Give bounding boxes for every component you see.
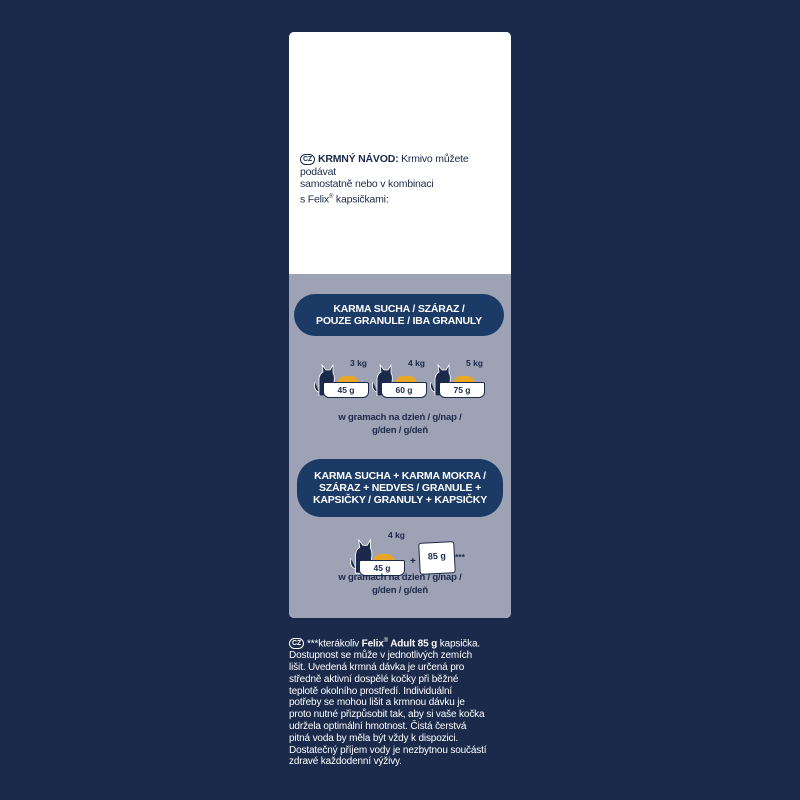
plus-sign: + (410, 556, 416, 567)
portion-item (429, 356, 487, 398)
portion-item (313, 356, 371, 398)
feeding-guide-panel (289, 32, 511, 618)
pouch-portion: 85 g (427, 550, 447, 562)
dry-portions-row (313, 356, 493, 398)
mixed-title-line3: KAPSIČKY / GRANULY + KAPSIČKY (312, 494, 487, 506)
dry-title-line1: KARMA SUCHA / SZÁRAZ / (333, 303, 465, 315)
footnote-line: proto nutné přizpůsobit tak, aby si vaše kočka (289, 709, 485, 721)
footnote-line: Dostatečný příjem vody je nezbytnou součástí (289, 744, 487, 756)
bowl-portion: 60 g (381, 382, 427, 398)
intro-line3-pre: s Felix (300, 193, 329, 205)
intro-area (289, 32, 511, 274)
footnote-text2: kapsička. (437, 638, 481, 650)
bowl-portion: 45 g (359, 560, 405, 576)
pouch-icon (418, 541, 456, 575)
cat-weight: 3 kg (349, 358, 367, 368)
bowl-portion: 45 g (323, 382, 369, 398)
portion-item (349, 530, 409, 576)
bowl-portion: 75 g (439, 382, 485, 398)
country-badge: CZ (300, 154, 315, 165)
mixed-portion (349, 530, 479, 576)
cat-weight: 4 kg (407, 358, 425, 368)
footnote-product: Adult 85 g (387, 638, 438, 650)
cat-weight: 4 kg (387, 530, 405, 540)
feeding-table-area (289, 274, 511, 618)
cat-weight: 5 kg (465, 358, 483, 368)
footnote-text1: kterákoliv (318, 638, 362, 650)
registered-mark: ® (328, 193, 334, 200)
registered-mark: ® (383, 638, 388, 644)
footnote-line: potřeby se mohou lišit a krmnou dávku je (289, 697, 465, 709)
footnote-stars: *** (307, 638, 319, 650)
footnote-line: středně aktivní dospělé kočky při běžné (289, 673, 459, 685)
footnote-line: teplotě okolního prostředí. Individuální (289, 685, 452, 697)
intro-lead: KRMNÝ NÁVOD: (317, 153, 399, 165)
footnote-brand: Felix (361, 638, 384, 650)
unit-line1: w gramach na dzień / g/nap / (338, 572, 462, 583)
mixed-unit-caption (289, 571, 511, 597)
intro-line3-post: kapsičkami: (333, 193, 389, 205)
intro-line2: samostatně nebo v kombinaci (300, 178, 434, 190)
portion-item (371, 356, 429, 398)
footnote (289, 636, 511, 768)
footnote-marker: *** (455, 552, 465, 562)
footnote-line: Dostupnost se může v jednotlivých zemích (289, 650, 472, 662)
mixed-title-line1: KARMA SUCHA + KARMA MOKRA / (314, 470, 486, 482)
footnote-line: pitná voda by měla být vždy k dispozici. (289, 732, 459, 744)
mixed-food-heading (297, 459, 503, 517)
intro-line1: Krmivo můžete podávat (300, 153, 469, 178)
dry-title-line2: POUZE GRANULE / IBA GRANULY (316, 315, 482, 327)
dry-food-heading (294, 294, 504, 336)
country-badge: CZ (289, 638, 304, 649)
unit-line2: g/den / g/deň (372, 425, 428, 436)
footnote-line: zdravé každodenní výživy. (289, 756, 402, 768)
dry-unit-caption (289, 411, 511, 437)
unit-line1: w gramach na dzień / g/nap / (338, 412, 462, 423)
footnote-line: udržela optimální hmotnost. Čistá čerstvá (289, 720, 467, 732)
footnote-line: lišit. Uvedená krmná dávka je určená pro (289, 661, 465, 673)
feeding-intro (300, 153, 505, 206)
unit-line2: g/den / g/deň (372, 585, 428, 596)
mixed-title-line2: SZÁRAZ + NEDVES / GRANULE + (318, 482, 482, 494)
